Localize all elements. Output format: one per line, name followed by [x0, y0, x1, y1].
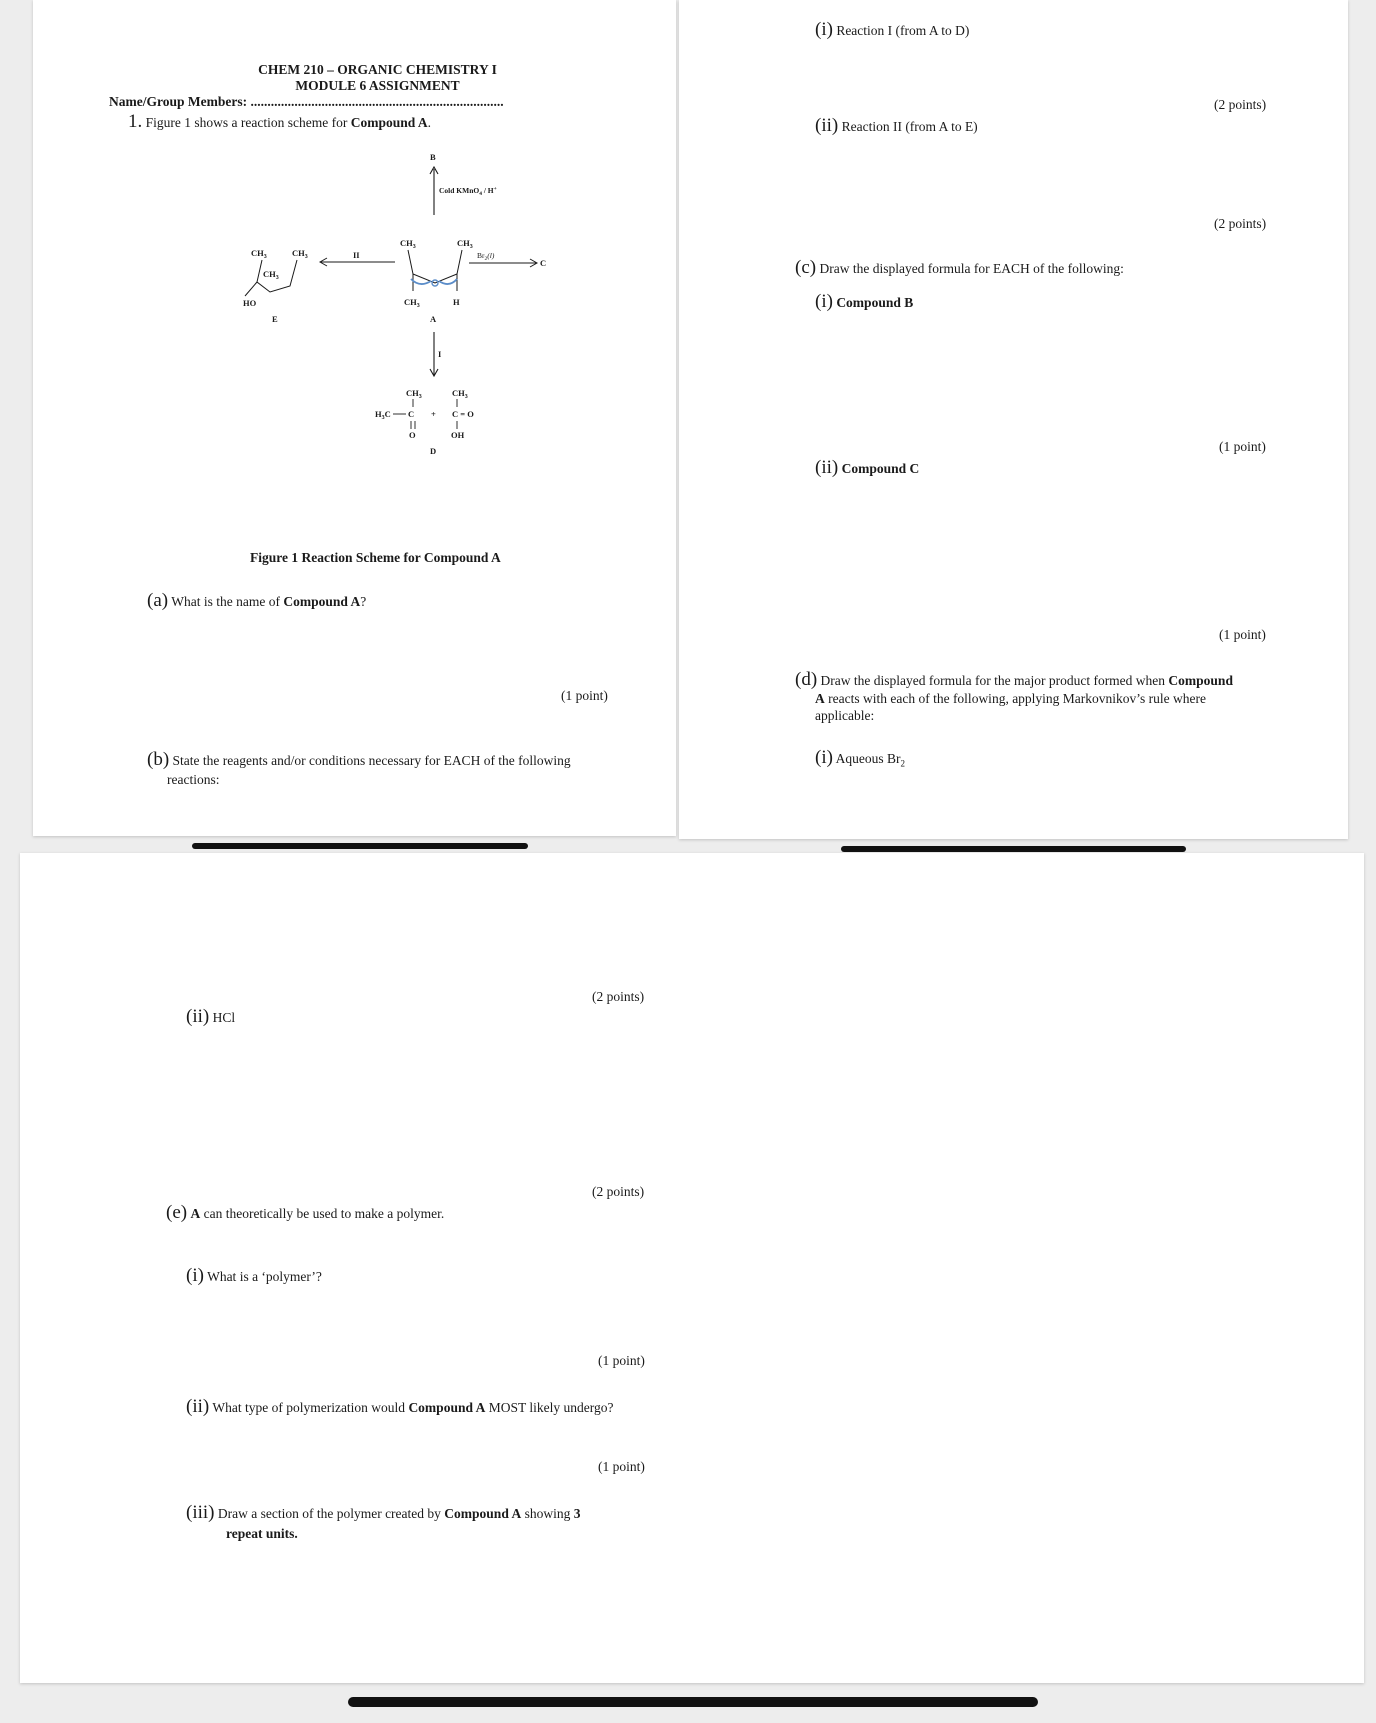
- di-sub: 2: [900, 758, 905, 769]
- d-oh: OH: [451, 430, 465, 440]
- dii-text: HCl: [212, 1010, 236, 1025]
- qa-post: ?: [360, 594, 367, 609]
- ci-number: (i): [815, 291, 833, 312]
- bii-points: (2 points): [1214, 216, 1267, 231]
- d-co: C = O: [452, 409, 474, 419]
- eiii-number: (iii): [186, 1502, 215, 1523]
- question-b-ii: [815, 117, 978, 135]
- question-b: [147, 751, 571, 769]
- question-b-line2: reactions:: [167, 772, 220, 787]
- label-e: E: [272, 314, 278, 324]
- eiii-bold-2: 3: [573, 1506, 581, 1521]
- d-bold-2: A: [815, 691, 825, 706]
- e-ch2: $CH_3$: [263, 269, 279, 281]
- ei-points: (1 point): [598, 1353, 645, 1368]
- name-label: Name/Group Members:: [109, 94, 248, 109]
- eii-number: (ii): [186, 1396, 210, 1417]
- bi-text: Reaction I (from A to D): [836, 23, 970, 38]
- d-bold-1: Compound: [1168, 673, 1233, 688]
- page-1-indicator[interactable]: [192, 843, 528, 849]
- label-ii: II: [353, 250, 360, 260]
- eii-points: (1 point): [598, 1459, 645, 1474]
- ei-number: (i): [186, 1265, 204, 1286]
- figure-caption: Figure 1 Reaction Scheme for Compound A: [250, 550, 501, 565]
- question-number: 1.: [128, 111, 143, 132]
- e-bond-ho: [245, 282, 257, 296]
- d-ch3-left: $CH_3$: [406, 388, 422, 400]
- q1-post: .: [427, 115, 431, 130]
- reaction-scheme-figure: [225, 140, 565, 485]
- cii-number: (ii): [815, 457, 839, 478]
- ei-text: What is a ‘polymer’?: [207, 1269, 322, 1284]
- a-ch3-top-left: $CH_3$: [400, 238, 416, 250]
- qa-number: (a): [147, 590, 169, 611]
- d-c-left: C: [408, 409, 415, 419]
- reagent-b: Cold KMnO$_4$ / H+: [439, 186, 497, 197]
- c-number: (c): [795, 257, 817, 278]
- bii-number: (ii): [815, 115, 839, 136]
- e-ch3-right: $CH_3$: [292, 248, 308, 260]
- eii-bold: Compound A: [408, 1400, 486, 1415]
- page-2-indicator[interactable]: [841, 846, 1186, 852]
- label-c: C: [540, 258, 547, 268]
- label-a: A: [430, 314, 437, 324]
- d-h3c: $H_3C$: [375, 409, 391, 421]
- eii-text: What type of polymerization would: [212, 1400, 409, 1415]
- cii-text: Compound C: [841, 461, 920, 476]
- question-c-ii: [815, 459, 919, 477]
- question-1: [128, 113, 431, 131]
- question-d-ii: [186, 1008, 235, 1026]
- ci-points: (1 point): [1219, 439, 1266, 454]
- eiii-mid: showing: [521, 1506, 574, 1521]
- name-dots: ...........................................................................: [250, 94, 504, 109]
- question-e-iii-line2: repeat units.: [226, 1526, 298, 1541]
- qb-text: State the reagents and/or conditions necessary for EACH of the following: [172, 753, 571, 768]
- bi-number: (i): [815, 19, 833, 40]
- question-d-line3: applicable:: [815, 708, 875, 723]
- ci-text: Compound B: [836, 295, 914, 310]
- q1-text: Figure 1 shows a reaction scheme for: [145, 115, 351, 130]
- dii-number: (ii): [186, 1006, 210, 1027]
- e-bold: A: [190, 1206, 201, 1221]
- question-c: [795, 259, 1124, 277]
- d-line-2: reacts with each of the following, applying Markovnikov’s rule where: [824, 691, 1207, 706]
- cii-points: (1 point): [1219, 627, 1266, 642]
- question-d: [795, 671, 1233, 689]
- label-i: I: [438, 349, 442, 359]
- d-text: Draw the displayed formula for the major product formed when: [820, 673, 1169, 688]
- label-b: B: [430, 152, 436, 162]
- question-d-i: [815, 749, 905, 773]
- di-text: Aqueous Br: [835, 751, 901, 766]
- question-c-i: [815, 293, 913, 311]
- question-e-ii: [186, 1398, 613, 1416]
- d-number: (d): [795, 669, 818, 690]
- c-text: Draw the displayed formula for EACH of the following:: [819, 261, 1124, 276]
- dii-points: (2 points): [592, 1184, 645, 1199]
- e-text: can theoretically be used to make a polymer.: [200, 1206, 445, 1221]
- d-ch3-right: $CH_3$: [452, 388, 468, 400]
- a-ch3-top-right: $CH_3$: [457, 238, 473, 250]
- qb-number: (b): [147, 749, 170, 770]
- question-d-line2: [815, 690, 1206, 707]
- bii-text: Reaction II (from A to E): [841, 119, 978, 134]
- e-ch3-left: $CH_3$: [251, 248, 267, 260]
- label-d: D: [430, 446, 437, 456]
- reagent-c: $Br_2(l)$: [477, 251, 495, 262]
- e-ho: HO: [243, 298, 257, 308]
- question-e-i: [186, 1267, 322, 1285]
- question-b-i: [815, 21, 969, 39]
- d-o: O: [409, 430, 416, 440]
- page-3-indicator[interactable]: [348, 1697, 1038, 1707]
- question-a: [147, 592, 366, 610]
- a-ch3-bottom: $CH_3$: [404, 297, 420, 309]
- e-number: (e): [166, 1202, 188, 1223]
- eiii-text: Draw a section of the polymer created by: [217, 1506, 445, 1521]
- di-points: (2 points): [592, 989, 645, 1004]
- name-field[interactable]: [109, 93, 504, 110]
- question-e-iii: [186, 1504, 580, 1522]
- module-title: MODULE 6 ASSIGNMENT: [295, 78, 460, 93]
- qa-points: (1 point): [561, 688, 608, 703]
- qa-bold: Compound A: [283, 594, 361, 609]
- question-e: [166, 1204, 444, 1222]
- page-3: [20, 853, 1364, 1683]
- q1-bold: Compound A: [350, 115, 428, 130]
- d-plus: +: [431, 409, 436, 419]
- a-h: H: [453, 297, 460, 307]
- eii-post: MOST likely undergo?: [485, 1400, 614, 1415]
- di-number: (i): [815, 747, 833, 768]
- eiii-bold-1: Compound A: [444, 1506, 522, 1521]
- bi-points: (2 points): [1214, 97, 1267, 112]
- qa-text: What is the name of: [171, 594, 284, 609]
- a-bonds-top: [408, 250, 462, 283]
- page-2: [679, 0, 1348, 839]
- course-title: CHEM 210 – ORGANIC CHEMISTRY I: [258, 62, 497, 77]
